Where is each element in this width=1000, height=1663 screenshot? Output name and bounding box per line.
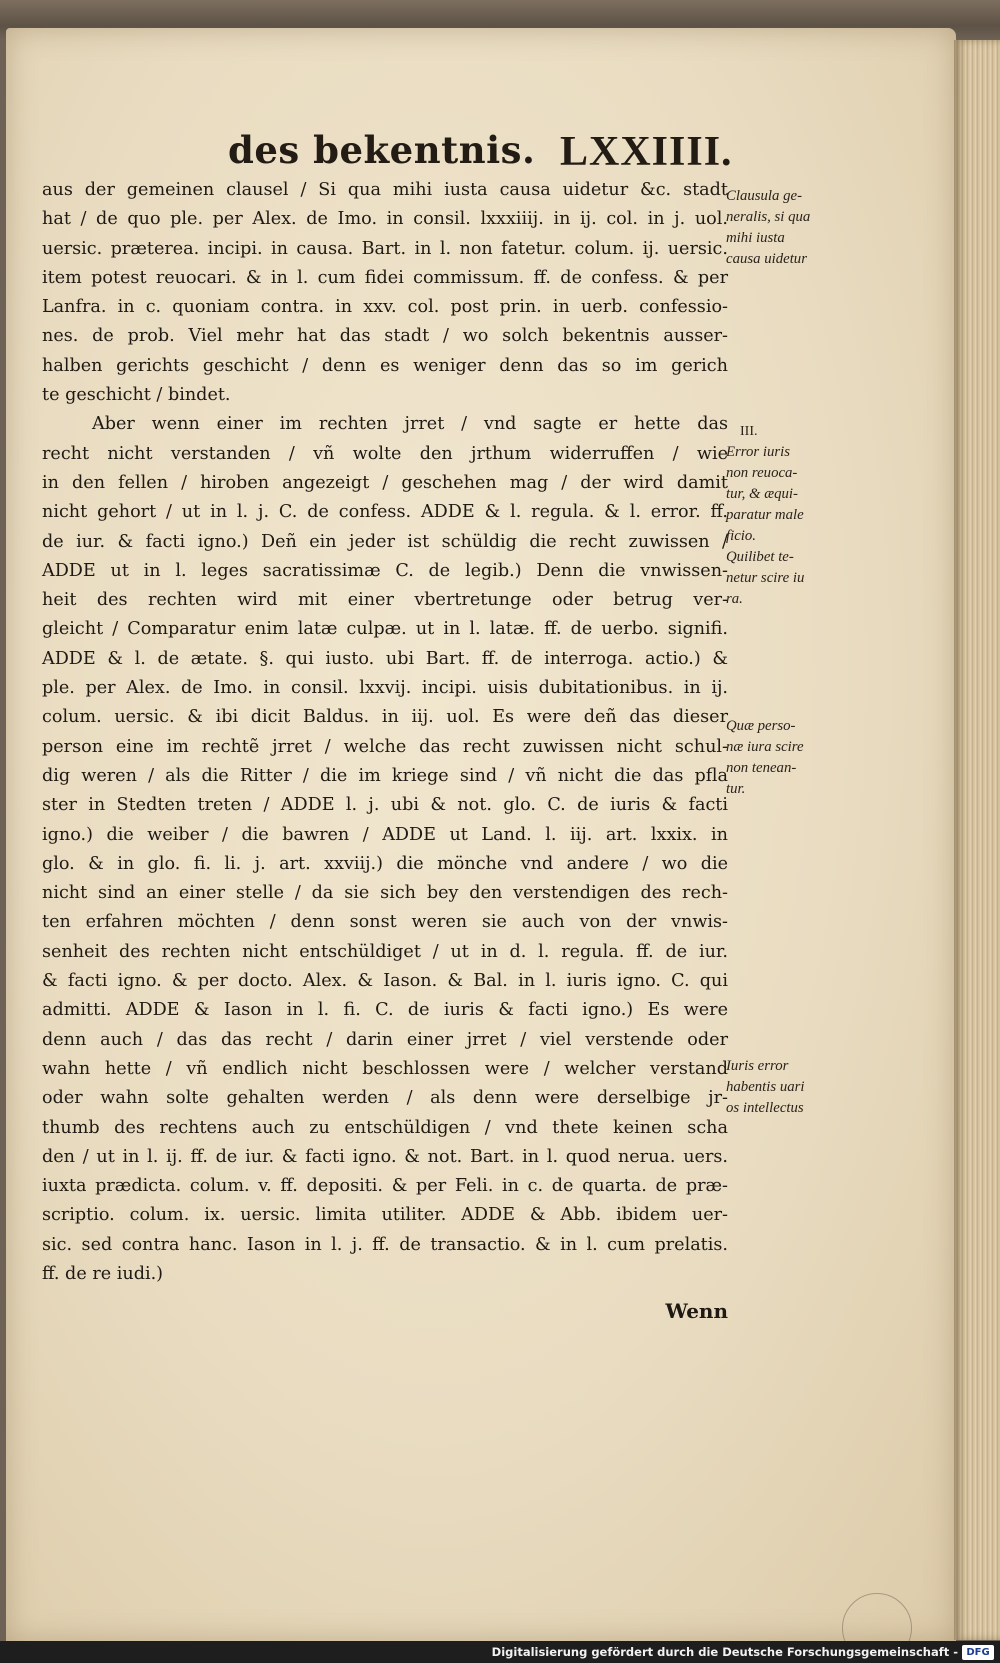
text-line: person eine im rechtẽ jrret / welche das recht zuwissen nicht schul- xyxy=(42,736,728,757)
text-line: nicht gehort / ut in l. j. C. de confess. ADDE & l. regula. & l. error. ff. xyxy=(42,502,728,523)
text-line: ff. de re iudi.) xyxy=(42,1263,164,1284)
text-line: ten erfahren möchten / denn sonst weren sie auch von der vnwis- xyxy=(42,912,728,933)
margin-note-line: næ iura scire xyxy=(726,739,804,755)
margin-note-line: Iuris error xyxy=(726,1058,789,1074)
text-line: hat / de quo ple. per Alex. de Imo. in consil. lxxxiiij. in ij. col. in j. uol. xyxy=(42,209,728,230)
text-line: sic. sed contra hanc. Iason in l. j. ff. de transactio. & in l. cum prelatis. xyxy=(42,1234,728,1255)
text-line: de iur. & facti igno.) Deñ ein jeder ist schüldig die recht zuwissen / xyxy=(42,531,728,552)
text-line: in den fellen / hiroben angezeigt / geschehen mag / der wird damit xyxy=(42,472,728,493)
text-line: ple. per Alex. de Imo. in consil. lxxvij. incipi. uisis dubitationibus. in ij. xyxy=(42,678,728,699)
margin-note-line: Quilibet te- xyxy=(726,549,794,565)
text-line: uersic. præterea. incipi. in causa. Bart. in l. non fatetur. colum. ij. uersic. xyxy=(42,238,728,259)
margin-note-line: Error iuris xyxy=(726,444,790,460)
margin-note-line: habentis uari xyxy=(726,1079,805,1095)
margin-note-clausula xyxy=(726,186,810,270)
text-line: denn auch / das das recht / darin einer jrret / viel verstende oder xyxy=(42,1029,728,1050)
text-line: colum. uersic. & ibi dicit Baldus. in iij. uol. Es were deñ das dieser xyxy=(42,707,728,728)
margin-note-line: Clausula ge- xyxy=(726,188,803,204)
text-line: gleicht / Comparatur enim latæ culpæ. ut in l. latæ. ff. de uerbo. signifi. xyxy=(42,619,728,640)
body-text xyxy=(42,176,728,1327)
text-line: senheit des rechten nicht entschüldiget / ut in d. l. regula. ff. de iur. xyxy=(42,941,728,962)
margin-note-line: paratur male xyxy=(726,507,804,523)
text-line: scriptio. colum. ix. uersic. limita utiliter. ADDE & Abb. ibidem uer- xyxy=(42,1205,728,1226)
text-line: ster in Stedten treten / ADDE l. j. ubi & not. glo. C. de iuris & facti xyxy=(42,795,728,816)
text-line: item potest reuocari. & in l. cum fidei commissum. ff. de confess. & per xyxy=(42,267,728,288)
text-line: halben gerichts geschicht / denn es weniger denn das so im gerich xyxy=(42,355,728,376)
text-line: & facti igno. & per docto. Alex. & Iason. & Bal. in l. iuris igno. C. qui xyxy=(42,971,728,992)
text-line: ADDE ut in l. leges sacratissimæ C. de legib.) Denn die vnwissen- xyxy=(42,560,728,581)
text-line: glo. & in glo. fi. li. j. art. xxviij.) die mönche vnd andere / wo die xyxy=(42,853,728,874)
margin-note-line: neralis, si qua xyxy=(726,209,811,225)
margin-note-line: causa uidetur xyxy=(726,251,807,267)
text-line: Lanfra. in c. quoniam contra. in xxv. col. post prin. in uerb. confessio- xyxy=(42,297,728,318)
catchword: Wenn xyxy=(665,1299,728,1324)
margin-note-line: ra. xyxy=(726,591,743,607)
page-edges xyxy=(954,40,1000,1640)
footer-bar xyxy=(0,1641,1000,1663)
text-line: dig weren / als die Ritter / die im kriege sind / vñ nicht die das pfla xyxy=(42,765,728,786)
text-line: ADDE & l. de ætate. §. qui iusto. ubi Bart. ff. de interroga. actio.) & xyxy=(42,648,728,669)
text-line: oder wahn solte gehalten werden / als denn were derselbige jr- xyxy=(42,1088,728,1109)
margin-note-number: III. xyxy=(740,424,758,439)
margin-note-quae-personae xyxy=(726,716,804,800)
margin-note-line: tur, & æqui- xyxy=(726,486,798,502)
digitization-credit: Digitalisierung gefördert durch die Deutsche Forschungsgemeinschaft - xyxy=(491,1645,958,1659)
text-line: aus der gemeinen clausel / Si qua mihi iusta causa uidetur &c. stadt xyxy=(42,180,728,200)
running-head: des bekentnis. xyxy=(228,128,536,172)
text-line: wahn hette / vñ endlich nicht beschlossen were / welcher verstand xyxy=(42,1058,728,1079)
text-line: te geschicht / bindet. xyxy=(42,385,231,406)
text-line: thumb des rechtens auch zu entschüldigen / vnd thete keinen scha xyxy=(42,1117,728,1138)
text-line: nicht sind an einer stelle / da sie sich bey den verstendigen des rech- xyxy=(42,883,728,904)
text-line: heit des rechten wird mit einer vbertretunge oder betrug ver- xyxy=(42,590,728,611)
margin-note-error-iuris xyxy=(726,421,804,610)
margin-note-line: netur scire iu xyxy=(726,570,805,586)
folio-number: LXXIIII. xyxy=(560,129,733,175)
margin-note-iuris-error xyxy=(726,1056,805,1119)
text-line: admitti. ADDE & Iason in l. fi. C. de iuris & facti igno.) Es were xyxy=(42,1000,728,1021)
dfg-logo-icon: DFG xyxy=(962,1645,994,1660)
margin-note-line: ficio. xyxy=(726,528,756,544)
margin-note-line: os intellectus xyxy=(726,1100,804,1116)
text-line: recht nicht verstanden / vñ wolte den jrthum widerruffen / wie xyxy=(42,443,728,464)
margin-note-line: non reuoca- xyxy=(726,465,798,481)
text-line: nes. de prob. Viel mehr hat das stadt / wo solch bekentnis ausser- xyxy=(42,326,728,347)
text-line: igno.) die weiber / die bawren / ADDE ut Land. l. iij. art. lxxix. in xyxy=(42,824,728,845)
text-line: den / ut in l. ij. ff. de iur. & facti igno. & not. Bart. in l. quod nerua. uers. xyxy=(42,1146,728,1167)
margin-note-line: Quæ perso- xyxy=(726,718,796,734)
margin-note-line: mihi iusta xyxy=(726,230,785,246)
text-line: Aber wenn einer im rechten jrret / vnd sagte er hette das xyxy=(92,414,728,435)
text-line: iuxta prædicta. colum. v. ff. depositi. & per Feli. in c. de quarta. de præ- xyxy=(42,1176,728,1197)
margin-note-line: non tenean- xyxy=(726,760,797,776)
margin-note-line: tur. xyxy=(726,781,746,797)
